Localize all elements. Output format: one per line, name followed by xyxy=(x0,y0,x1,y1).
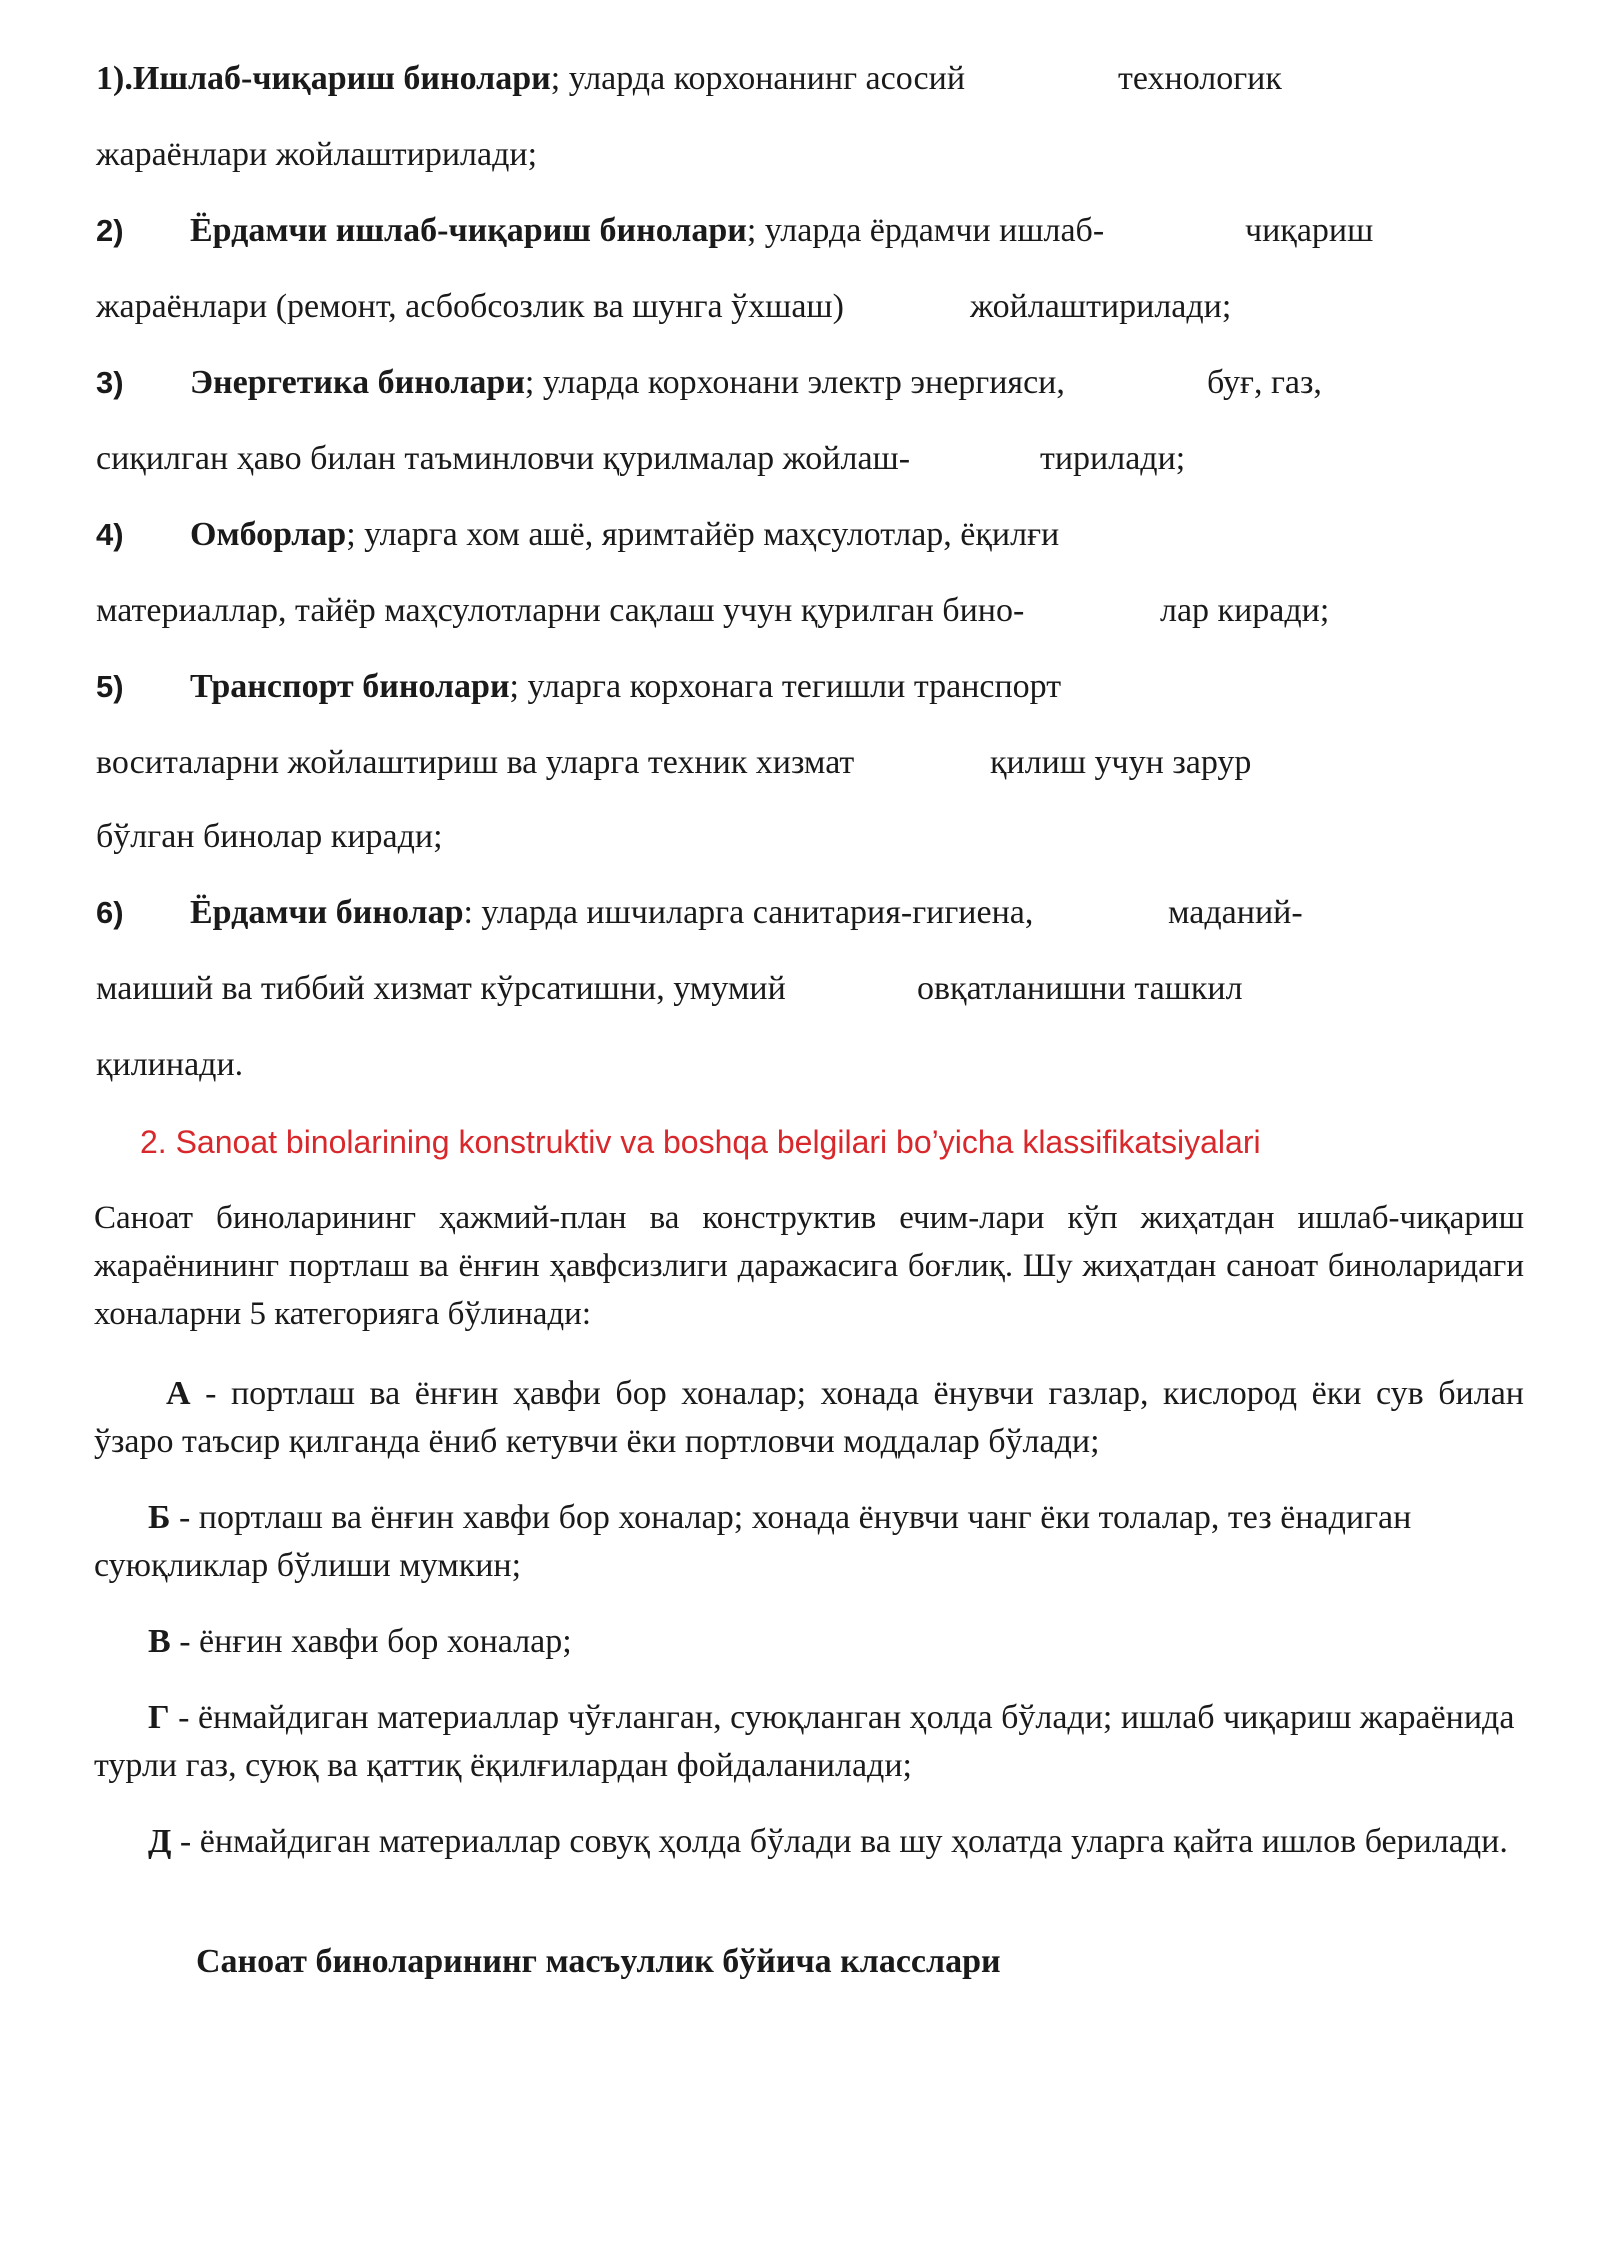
list-item-6-number: 6) xyxy=(96,895,124,930)
list-item-3-line-2b: тирилади; xyxy=(1040,440,1186,477)
list-item-2-line-1: 2) Ёрдамчи ишлаб-чиқариш бинолари; уларда ёрдамчи ишлаб- xyxy=(96,212,1105,249)
list-item-1-line-1: 1).Ишлаб-чиқариш бинолари; уларда корхонанинг асосий xyxy=(96,60,966,97)
category-b: Б - портлаш ва ёнғин хавфи бор хоналар; хонада ёнувчи чанг ёки толалар, тез ёнадиган суюқликлар бўлиши мумкин; xyxy=(94,1499,1412,1584)
category-v-letter: В xyxy=(148,1623,171,1660)
list-item-2-line-2a: жараёнлари (ремонт, асбобсозлик ва шунга ўхшаш) xyxy=(96,288,844,325)
list-item-6-line-3: қилинади. xyxy=(96,1046,244,1083)
list-item-5-line-3: бўлган бинолар киради; xyxy=(96,818,443,855)
list-item-5-line-1: 5) Транспорт бинолари; уларга корхонага тегишли транспорт xyxy=(96,668,1062,705)
closing-heading: Саноат биноларининг масъуллик бўйича класслари xyxy=(196,1943,1001,1980)
list-item-3-title: Энергетика бинолари xyxy=(190,364,525,401)
list-item-5-line-2b: қилиш учун зарур xyxy=(990,744,1252,781)
list-item-1-title: 1).Ишлаб-чиқариш бинолари xyxy=(96,60,551,97)
list-item-2-number: 2) xyxy=(96,213,124,248)
list-item-3-line-2a: сиқилган ҳаво билан таъминловчи қурилмалар жойлаш- xyxy=(96,440,911,477)
category-v: В - ёнғин хавфи бор хоналар; xyxy=(148,1623,572,1660)
list-item-2-tail: чиқариш xyxy=(1245,212,1374,249)
list-item-6-line-1: 6) Ёрдамчи бинолар: уларда ишчиларга санитария-гигиена, xyxy=(96,894,1034,931)
list-item-1-tail: технологик xyxy=(1118,60,1282,97)
category-a: А - портлаш ва ёнғин ҳавфи бор хоналар; хонада ёнувчи газлар, кислород ёки сув билан ўзаро таъсир қилганда ёниб кетувчи ёки портловчи моддалар бўлади; xyxy=(94,1375,1524,1460)
list-item-5-title: Транспорт бинолари xyxy=(190,668,510,705)
list-item-5-line-2a: воситаларни жойлаштириш ва уларга техник хизмат xyxy=(96,744,855,781)
list-item-4-line-2a: материаллар, тайёр маҳсулотларни сақлаш учун қурилган бино- xyxy=(96,592,1025,629)
intro-paragraph: Саноат биноларининг ҳажмий-план ва конструктив ечим-лари кўп жиҳатдан ишлаб-чиқариш жараёнининг портлаш ва ёнғин ҳавфсизлиги даражасига боғлиқ. Шу жиҳатдан саноат биноларидаги хоналарни 5 категорияга бўлинади: xyxy=(94,1200,1524,1332)
list-item-6-title: Ёрдамчи бинолар xyxy=(190,894,464,931)
category-b-letter: Б xyxy=(148,1499,171,1536)
list-item-3-number: 3) xyxy=(96,365,124,400)
category-g-letter: Г xyxy=(148,1699,170,1736)
list-item-4-line-2b: лар киради; xyxy=(1160,592,1330,629)
section-heading: 2. Sanoat binolarining konstruktiv va boshqa belgilari bo’yicha klassifikatsiyalari xyxy=(140,1124,1261,1160)
list-item-2-title: Ёрдамчи ишлаб-чиқариш бинолари xyxy=(190,212,747,249)
list-item-6-line-2a: маиший ва тиббий хизмат кўрсатишни, умумий xyxy=(96,970,786,1007)
list-item-2-line-2b: жойлаштирилади; xyxy=(970,288,1232,325)
list-item-6-line-2b: овқатланишни ташкил xyxy=(917,970,1243,1007)
category-g: Г - ёнмайдиган материаллар чўғланган, суюқланган ҳолда бўлади; ишлаб чиқариш жараёнида турли газ, суюқ ва қаттиқ ёқилғилардан фойдаланилади; xyxy=(94,1699,1515,1784)
list-item-1-line-2: жараёнлари жойлаштирилади; xyxy=(96,136,538,173)
list-item-4-line-1: 4) Омборлар; уларга хом ашё, яримтайёр маҳсулотлар, ёқилғи xyxy=(96,516,1060,553)
list-item-6-tail: маданий- xyxy=(1168,894,1303,931)
list-item-3-tail: буғ, газ, xyxy=(1207,364,1322,401)
list-item-5-number: 5) xyxy=(96,669,124,704)
list-item-3-line-1: 3) Энергетика бинолари; уларда корхонани электр энергияси, xyxy=(96,364,1065,401)
category-d-letter: Д xyxy=(148,1823,172,1860)
list-item-4-title: Омборлар xyxy=(190,516,347,553)
category-d: Д - ёнмайдиган материаллар совуқ ҳолда бўлади ва шу ҳолатда уларга қайта ишлов берилади. xyxy=(148,1823,1508,1860)
category-a-letter: А xyxy=(166,1375,191,1412)
list-item-4-number: 4) xyxy=(96,517,124,552)
